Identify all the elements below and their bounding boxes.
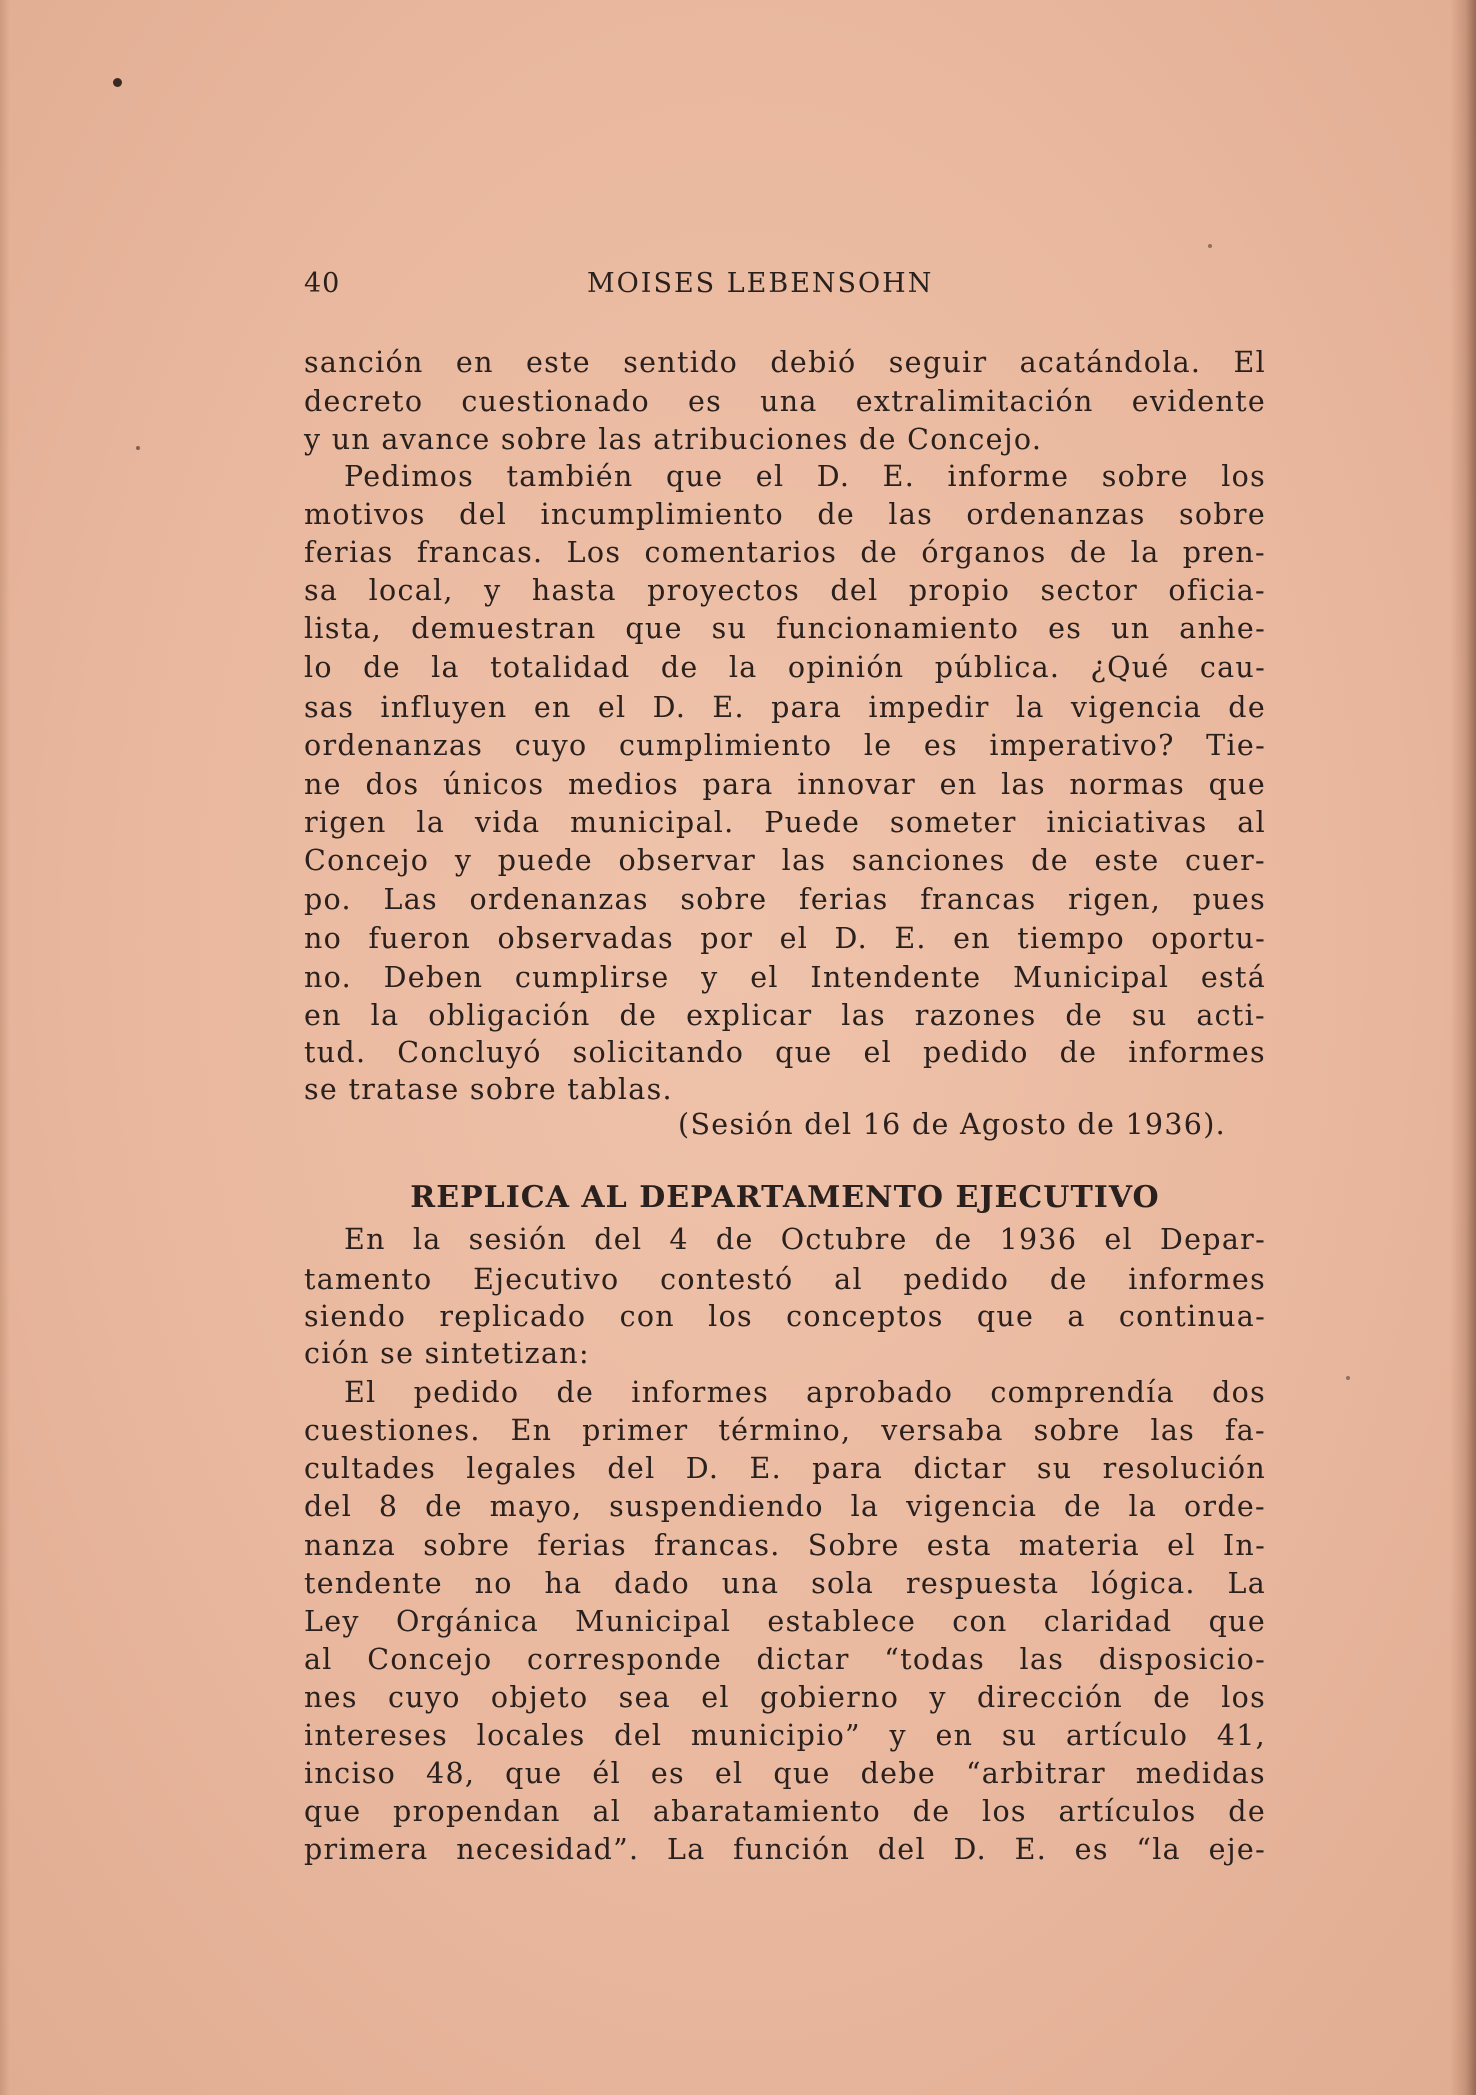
text-line: nes cuyo objeto sea el gobierno y dirección de los	[304, 1681, 1266, 1714]
text-line: Concejo y puede observar las sanciones de este cuer-	[304, 844, 1266, 877]
text-line: cuestiones. En primer término, versaba sobre las fa-	[304, 1414, 1266, 1447]
text-line: sas influyen en el D. E. para impedir la vigencia de	[304, 691, 1266, 724]
text-line: del 8 de mayo, suspendiendo la vigencia de la orde-	[304, 1490, 1266, 1523]
text-line: tamento Ejecutivo contestó al pedido de informes	[304, 1263, 1266, 1296]
text-line: tendente no ha dado una sola respuesta lógica. La	[304, 1567, 1266, 1600]
text-line: Pedimos también que el D. E. informe sobre los	[344, 460, 1266, 493]
text-line: al Concejo corresponde dictar “todas las disposicio-	[304, 1643, 1266, 1676]
text-line: El pedido de informes aprobado comprendía dos	[344, 1376, 1266, 1409]
text-line: no. Deben cumplirse y el Intendente Municipal está	[304, 961, 1266, 994]
text-line: inciso 48, que él es el que debe “arbitrar medidas	[304, 1757, 1266, 1790]
ink-speck	[1346, 1376, 1350, 1380]
text-line: primera necesidad”. La función del D. E. es “la eje-	[304, 1833, 1266, 1866]
running-title: MOISES LEBENSOHN	[587, 268, 934, 299]
text-line: Ley Orgánica Municipal establece con claridad que	[304, 1605, 1266, 1638]
ink-speck	[1208, 244, 1212, 248]
ink-speck	[113, 78, 122, 87]
text-line: se tratase sobre tablas.	[304, 1073, 673, 1106]
text-line: tud. Concluyó solicitando que el pedido de informes	[304, 1036, 1266, 1069]
text-line: En la sesión del 4 de Octubre de 1936 el Depar-	[344, 1223, 1266, 1256]
page-header	[304, 268, 1304, 308]
text-line: sa local, y hasta proyectos del propio sector oficia-	[304, 574, 1266, 607]
text-line: lo de la totalidad de la opinión pública. ¿Qué cau-	[304, 651, 1266, 684]
text-line: po. Las ordenanzas sobre ferias francas rigen, pues	[304, 883, 1266, 916]
text-line: intereses locales del municipio” y en su artículo 41,	[304, 1719, 1266, 1752]
text-line: ción se sintetizan:	[304, 1337, 590, 1370]
ink-speck	[136, 446, 140, 450]
text-line: sanción en este sentido debió seguir acatándola. El	[304, 346, 1266, 379]
page-number: 40	[304, 268, 341, 299]
text-line: lista, demuestran que su funcionamiento es un anhe-	[304, 612, 1266, 645]
text-line: rigen la vida municipal. Puede someter iniciativas al	[304, 806, 1266, 839]
text-line: que propendan al abaratamiento de los artículos de	[304, 1795, 1266, 1828]
text-line: no fueron observadas por el D. E. en tiempo oportu-	[304, 922, 1266, 955]
text-line: ferias francas. Los comentarios de órganos de la pren-	[304, 536, 1266, 569]
text-line: ordenanzas cuyo cumplimiento le es imperativo? Tie-	[304, 729, 1266, 762]
session-note: (Sesión del 16 de Agosto de 1936).	[678, 1108, 1226, 1141]
text-line: en la obligación de explicar las razones de su acti-	[304, 999, 1266, 1032]
text-line: decreto cuestionado es una extralimitación evidente	[304, 385, 1266, 418]
text-line: nanza sobre ferias francas. Sobre esta materia el In-	[304, 1529, 1266, 1562]
section-heading: REPLICA AL DEPARTAMENTO EJECUTIVO	[410, 1180, 1160, 1215]
text-line: motivos del incumplimiento de las ordenanzas sobre	[304, 498, 1266, 531]
text-line: ne dos únicos medios para innovar en las normas que	[304, 768, 1266, 801]
text-line: cultades legales del D. E. para dictar su resolución	[304, 1452, 1266, 1485]
text-line: y un avance sobre las atribuciones de Concejo.	[304, 423, 1043, 456]
page-left-edge	[0, 0, 10, 2095]
page-right-edge	[1450, 0, 1476, 2095]
text-line: siendo replicado con los conceptos que a continua-	[304, 1300, 1266, 1333]
